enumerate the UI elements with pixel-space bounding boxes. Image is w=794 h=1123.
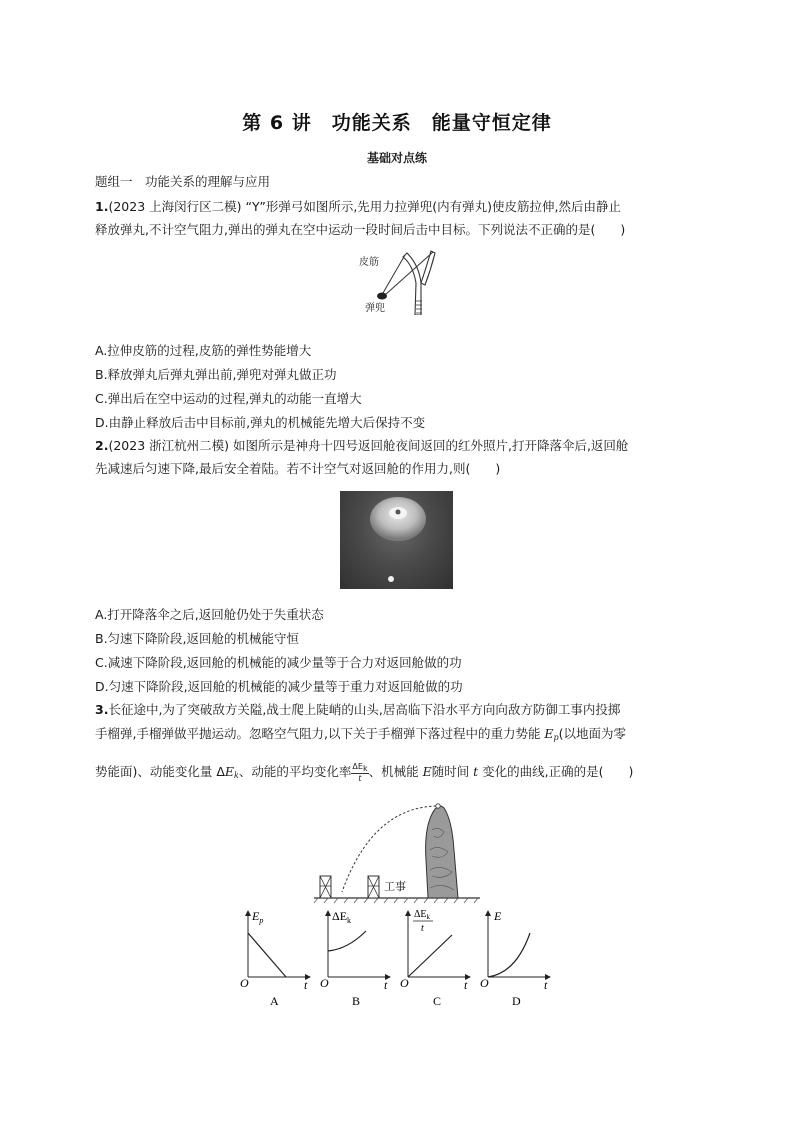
graph-c-ylabel-num: $\Delta E_k$ — [414, 909, 431, 921]
graph-a — [240, 909, 310, 1008]
graph-b-caption: B — [352, 994, 361, 1008]
q3-fraction — [351, 762, 368, 783]
q3-line-3 — [95, 762, 633, 785]
graph-b — [320, 909, 390, 1008]
graph-a-origin: O — [240, 976, 249, 990]
q3-ep-sub: p — [553, 733, 559, 742]
capsule-dot — [388, 576, 394, 582]
graph-d-caption: D — [512, 994, 521, 1008]
q3-text-3a: 势能面)、动能变化量 Δ — [95, 764, 225, 779]
slingshot-handle — [403, 253, 421, 315]
q1-option-a: A.拉伸皮筋的过程,皮筋的弹性势能增大 — [95, 343, 312, 358]
graph-b-origin: O — [320, 976, 329, 990]
q1-option-b: B.释放弹丸后弹丸弹出前,弹兜对弹丸做正功 — [95, 367, 337, 382]
slingshot-figure — [355, 243, 445, 315]
graph-d — [480, 909, 550, 1008]
graph-c-ylabel-den: t — [421, 923, 424, 934]
graph-a-curve — [248, 933, 286, 977]
q3-frac-num: ΔE — [352, 762, 363, 771]
q2-option-a: A.打开降落伞之后,返回舱仍处于失重状态 — [95, 607, 324, 622]
graph-c-caption: C — [433, 994, 442, 1008]
graph-c — [400, 909, 470, 1008]
q1-text-1: (2023 上海闵行区二模) “Y”形弹弓如图所示,先用力拉弹兜(内有弹丸)使皮筋拉伸,然后由静止 — [108, 199, 622, 214]
q3-line-2 — [95, 725, 626, 747]
graph-a-caption: A — [270, 994, 279, 1008]
capsule-infrared-photo — [340, 491, 453, 589]
q1-line-1 — [95, 198, 621, 216]
q3-text-3b: 、动能的平均变化率 — [238, 764, 352, 779]
graph-b-ylabel: $\Delta E_k$ — [332, 909, 352, 925]
q1-line-2: 释放弹丸,不计空气阻力,弹出的弹丸在空中运动一段时间后击中目标。下列说法不正确的是( ) — [95, 222, 626, 237]
fortification-label: 工事 — [384, 880, 406, 893]
q2-line-1 — [95, 437, 628, 455]
graph-d-curve — [488, 933, 530, 977]
q1-option-d: D.由静止释放后击中目标前,弹丸的机械能先增大后保持不变 — [95, 415, 426, 430]
q3-ek-symbol: E — [224, 764, 235, 779]
q3-text-3c: 、机械能 — [368, 764, 423, 779]
graph-b-curve — [328, 931, 366, 951]
graph-a-ylabel: $E_p$ — [252, 909, 264, 925]
pouch-shape — [377, 293, 387, 300]
capsule-photo-graphic — [340, 491, 453, 589]
q3-line-1 — [95, 701, 620, 719]
q3-text-3e: 变化的曲线,正确的是( ) — [478, 764, 634, 779]
graph-d-ylabel: E — [494, 909, 502, 923]
graph-c-curve — [408, 935, 452, 977]
q3-e-symbol: E — [422, 764, 432, 779]
right-fortification — [368, 876, 379, 898]
pouch-label: 弹兜 — [365, 303, 385, 314]
q3-ek-sub: k — [234, 771, 239, 780]
q2-option-c: C.减速下降阶段,返回舱的机械能的减少量等于合力对返回舱做的功 — [95, 655, 462, 670]
group-heading: 题组一 功能关系的理解与应用 — [95, 174, 271, 189]
mountain-peak — [426, 806, 458, 898]
mountain-scene-figure — [312, 800, 482, 904]
q3-text-1: 长征途中,为了突破敌方关隘,战士爬上陡峭的山头,居高临下沿水平方向向敌方防御工事内投掷 — [108, 702, 621, 717]
graph-a-xlabel: t — [304, 978, 308, 992]
graph-c-origin: O — [400, 976, 409, 990]
graph-d-origin: O — [480, 976, 489, 990]
graph-d-xlabel: t — [544, 978, 548, 992]
q3-text-2b: (以地面为零 — [558, 726, 627, 741]
q2-line-2: 先减速后匀速下降,最后安全着陆。若不计空气对返回舱的作用力,则( ) — [95, 461, 501, 476]
graph-b-xlabel: t — [384, 978, 388, 992]
q3-t-symbol: t — [473, 764, 479, 779]
ground-hatching — [314, 898, 478, 903]
left-fortification — [320, 876, 331, 898]
soldier-figure — [436, 804, 440, 808]
q1-number: 1. — [95, 199, 109, 214]
q3-text-2a: 手榴弹,手榴弹做平抛运动。忽略空气阻力,以下关于手榴弹下落过程中的重力势能 — [95, 726, 545, 741]
q2-option-b: B.匀速下降阶段,返回舱的机械能守恒 — [95, 631, 300, 646]
section-subtitle: 基础对点练 — [366, 151, 427, 165]
q1-option-c: C.弹出后在空中运动的过程,弹丸的动能一直增大 — [95, 391, 362, 406]
page-title: 第 6 讲 功能关系 能量守恒定律 — [242, 112, 552, 134]
q3-ep-symbol: E — [544, 726, 554, 741]
answer-graphs — [230, 905, 560, 1015]
q2-number: 2. — [95, 438, 109, 453]
graph-c-xlabel: t — [464, 978, 468, 992]
q3-frac-den: t — [358, 774, 362, 783]
band-label: 皮筋 — [359, 257, 379, 268]
q3-text-3d: 随时间 — [431, 764, 474, 779]
q2-option-d: D.匀速下降阶段,返回舱的机械能的减少量等于重力对返回舱做的功 — [95, 679, 463, 694]
parachute-vent — [396, 510, 401, 515]
q2-text-1: (2023 浙江杭州二模) 如图所示是神舟十四号返回舱夜间返回的红外照片,打开降落伞后,返回舱 — [108, 438, 629, 453]
q3-number: 3. — [95, 702, 109, 717]
q3-frac-num-sub: k — [362, 764, 368, 773]
